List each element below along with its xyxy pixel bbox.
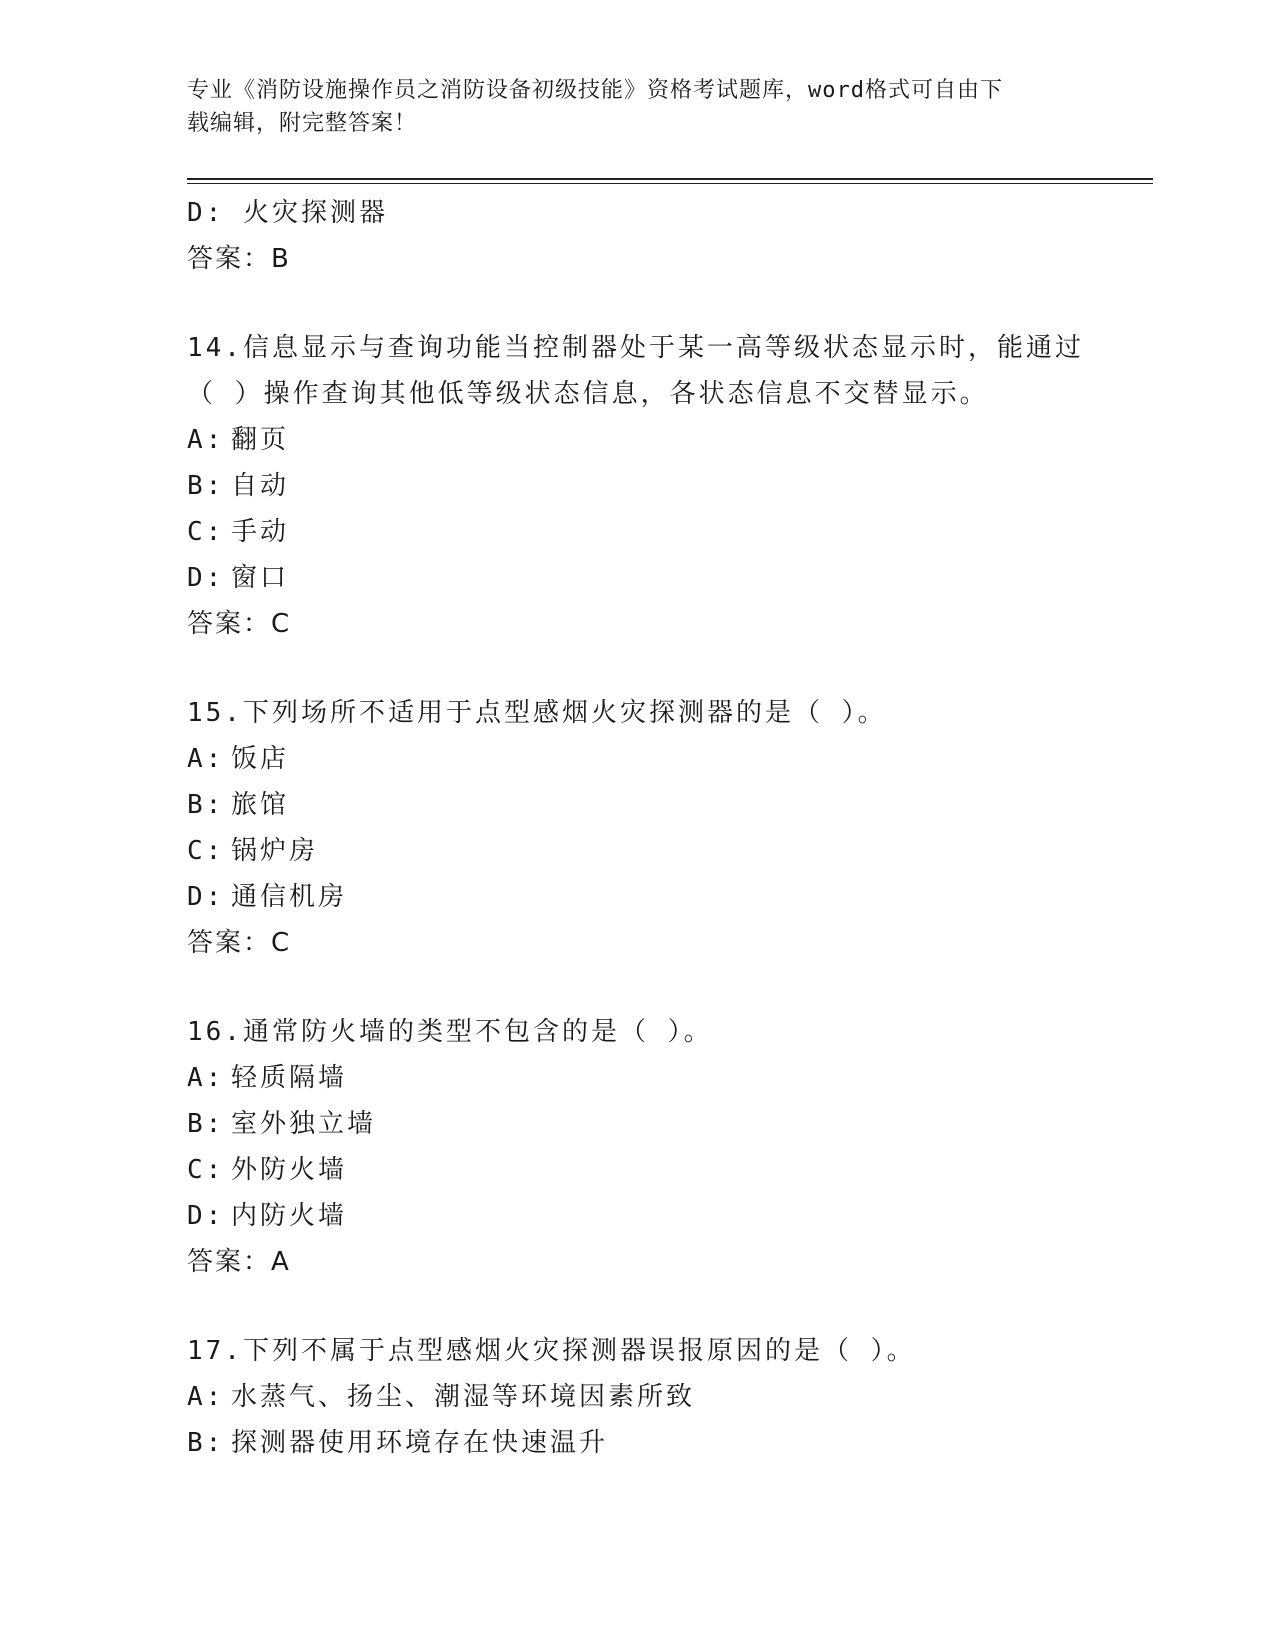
page-header [187,74,1067,140]
option-b [187,463,1087,509]
option-text: 手动 [231,517,290,547]
option-text: 锅炉房 [231,836,319,866]
option-key: B: [187,790,225,820]
option-text: 水蒸气、扬尘、潮湿等环境因素所致 [231,1382,696,1412]
option-c [187,1147,1087,1193]
option-a [187,1055,1087,1101]
option-c [187,509,1087,555]
question-stem: 15.下列场所不适用于点型感烟火灾探测器的是（ ）。 [187,698,887,728]
question-stem: 17.下列不属于点型感烟火灾探测器误报原因的是（ ）。 [187,1336,916,1366]
option-key: A: [187,1382,225,1412]
option-text: 轻质隔墙 [231,1063,348,1093]
question-stem: 16.通常防火墙的类型不包含的是（ ）。 [187,1017,713,1047]
question-14 [187,325,1087,647]
answer-line: 答案：C [187,609,292,639]
option-a [187,417,1087,463]
option-c [187,828,1087,874]
option-key: B: [187,1428,225,1458]
option-d [187,874,1087,920]
option-b [187,1101,1087,1147]
question-17 [187,1328,1087,1466]
question-stem: 14.信息显示与查询功能当控制器处于某一高等级状态显示时，能通过 [187,333,1084,363]
option-text: 室外独立墙 [231,1109,377,1139]
option-b [187,1420,1087,1466]
option-text: 探测器使用环境存在快速温升 [231,1428,609,1458]
header-line-1: 专业《消防设施操作员之消防设备初级技能》资格考试题库，word格式可自由下 [187,78,1003,103]
option-key: C: [187,1155,225,1185]
option-text: 内防火墙 [231,1201,348,1231]
option-key: B: [187,1109,225,1139]
option-text: 翻页 [231,425,290,455]
option-b [187,782,1087,828]
option-text: 通信机房 [231,882,348,912]
option-text: 窗口 [231,563,290,593]
option-key: C: [187,836,225,866]
option-a [187,1374,1087,1420]
answer-line: 答案：A [187,1247,291,1277]
option-key: B: [187,471,225,501]
option-text: 外防火墙 [231,1155,348,1185]
option-d [187,1193,1087,1239]
option-key: A: [187,1063,225,1093]
option-key: D: [187,1201,225,1231]
carry-over-option-d: D: 火灾探测器 [187,198,388,228]
option-text: 旅馆 [231,790,290,820]
option-key: D: [187,563,225,593]
question-15 [187,690,1087,966]
option-a [187,736,1087,782]
question-content [187,190,1087,1466]
answer-line: 答案：C [187,928,292,958]
header-rule-thin [187,183,1153,184]
header-rule-thick [187,178,1153,180]
header-line-2: 载编辑，附完整答案！ [187,111,418,136]
question-stem-continued: （ ）操作查询其他低等级状态信息，各状态信息不交替显示。 [187,379,989,409]
option-key: A: [187,744,225,774]
option-key: A: [187,425,225,455]
carry-over-answer: 答案：B [187,244,291,274]
option-key: C: [187,517,225,547]
option-key: D: [187,882,225,912]
option-text: 饭店 [231,744,290,774]
option-text: 自动 [231,471,290,501]
option-d [187,555,1087,601]
question-16 [187,1009,1087,1285]
